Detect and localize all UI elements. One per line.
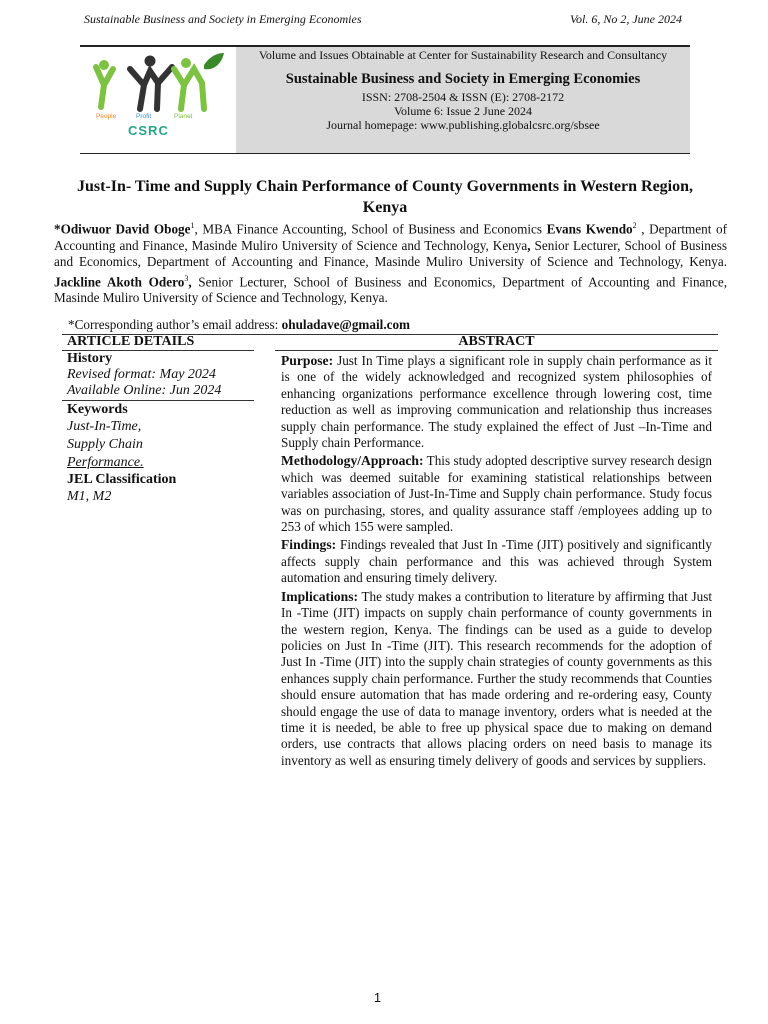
author-block [54, 218, 727, 307]
methodology-text: This study adopted descriptive survey research design which was deemed suitable for examining statistical relationships between variables association of Just-In-Time and Supply chain performance. Study focus was on purchasing, stores, and quality assurance staff /employees adding up to 253 of which 155 were sampled. [281, 453, 712, 535]
author-1-affiliation: , MBA Finance Accounting, School of Business and Economics [194, 221, 547, 237]
abstract-findings [281, 537, 712, 586]
svg-text:Profit: Profit [136, 113, 152, 120]
abstract-purpose [281, 353, 712, 451]
available-date: Available Online: Jun 2024 [67, 383, 222, 398]
svg-text:Planet: Planet [174, 113, 193, 120]
paper-title: Just-In- Time and Supply Chain Performance of County Governments in Western Region, Kenya [76, 178, 694, 216]
abstract-heading: ABSTRACT [275, 334, 718, 351]
issue-text: Volume 6: Issue 2 June 2024 [393, 104, 533, 118]
implications-text: The study makes a contribution to literature by affirming that Just In -Time (JIT) impacts on supply chain performance of county governments in the western region, Kenya. The findings can be used as a guide to develop policies on Just In -Time (JIT). This research recommends for the adoption of Just In -Time (JIT) into the supply chain strategies of county governments as this enhances supply chain performance. Further the study recommends that Counties should ensure automation that has made ordering and re-ordering easy, County should engage the use of data to manage inventory, orders what is needed at the time it is needed, be able to free up physical space due to making on demand orders, use contracts that allows placing orders on need basis to manage its inventory as well as ensuring timely delivery of goods and services by suppliers. [281, 588, 712, 768]
corresponding-email[interactable]: ohuladave@gmail.com [281, 317, 411, 332]
corresponding-author [68, 317, 410, 333]
abstract-body [281, 353, 712, 771]
implications-label: Implications: [281, 588, 359, 604]
findings-text: Findings revealed that Just In -Time (JIT) positively and significantly affects supply chain performance and this was achieved through System automation and ensuring timely delivery. [281, 537, 712, 586]
author-3-comma: , [188, 274, 192, 289]
csrc-logo-icon [80, 47, 236, 153]
purpose-label: Purpose: [281, 353, 334, 368]
running-head [84, 12, 682, 27]
obtainable-text: Volume and Issues Obtainable at Center for Sustainability Research and Consultancy [258, 48, 668, 62]
author-3-sup: 3 [184, 273, 189, 283]
author-3-affiliation: Senior Lecturer, School of Business and Economics, Department of Accounting and Finance, Masinde Muliro University of Science and Technology, Kenya. [54, 274, 727, 306]
author-2-affiliation: , Department of Accounting and Finance, Masinde Muliro University of Science and Technology, Kenya [54, 221, 728, 253]
keyword-supply-chain: Supply Chain [67, 437, 143, 452]
keywords-label: Keywords [67, 402, 128, 417]
article-details-heading: ARTICLE DETAILS [62, 334, 254, 351]
abstract-methodology [281, 453, 712, 535]
svg-text:CSRC: CSRC [128, 123, 169, 138]
author-1-sup: 1 [190, 221, 195, 230]
author-2-comma: , [527, 237, 531, 253]
page-number: 1 [373, 990, 382, 1005]
findings-label: Findings: [281, 537, 337, 553]
issn-text: ISSN: 2708-2504 & ISSN (E): 2708-2172 [361, 90, 565, 104]
article-details [62, 334, 254, 506]
svg-text:People: People [96, 113, 117, 120]
abstract-implications [281, 589, 712, 769]
masthead-info [236, 47, 690, 153]
keyword-performance: Performance. [67, 455, 144, 470]
journal-masthead [80, 45, 690, 154]
methodology-label: Methodology/Approach: [281, 453, 424, 469]
journal-name: Sustainable Business and Society in Emerging Economies [285, 71, 641, 87]
author-2-role: Senior Lecturer, School of Business and Economics, Department of Accounting and Finance, Masinde Muliro University of Science and Technology, Kenya. [54, 237, 727, 270]
author-2-sup: 2 [632, 221, 637, 230]
author-2-name: Evans Kwendo [546, 221, 633, 237]
revised-date: Revised format: May 2024 [67, 367, 216, 382]
history-label: History [67, 351, 113, 366]
author-3-name: Jackline Akoth Odero [54, 274, 185, 289]
jel-codes: M1, M2 [67, 489, 112, 504]
running-head-volume: Vol. 6, No 2, June 2024 [570, 12, 682, 26]
corresponding-label: *Corresponding author’s email address: [68, 317, 282, 332]
running-head-journal: Sustainable Business and Society in Emerging Economies [84, 12, 362, 26]
author-1-name: *Odiwuor David Oboge [54, 221, 191, 237]
homepage-text: Journal homepage: www.publishing.globalcsrc.org/sbsee [326, 118, 600, 132]
keyword-jit: Just-In-Time, [67, 419, 142, 434]
purpose-text: Just In Time plays a significant role in supply chain performance as it is one of the widely acknowledged and recognized system philosophies of enhancing organizations performance excellence through lowering cost, time reduction as well as improving communication and relationship thus increases supply chain performance. The study explained the effect of Just –In-Time and Supply chain Performance. [281, 353, 712, 451]
jel-label: JEL Classification [67, 472, 177, 487]
csrc-logo [80, 47, 236, 153]
history-block [62, 351, 254, 401]
